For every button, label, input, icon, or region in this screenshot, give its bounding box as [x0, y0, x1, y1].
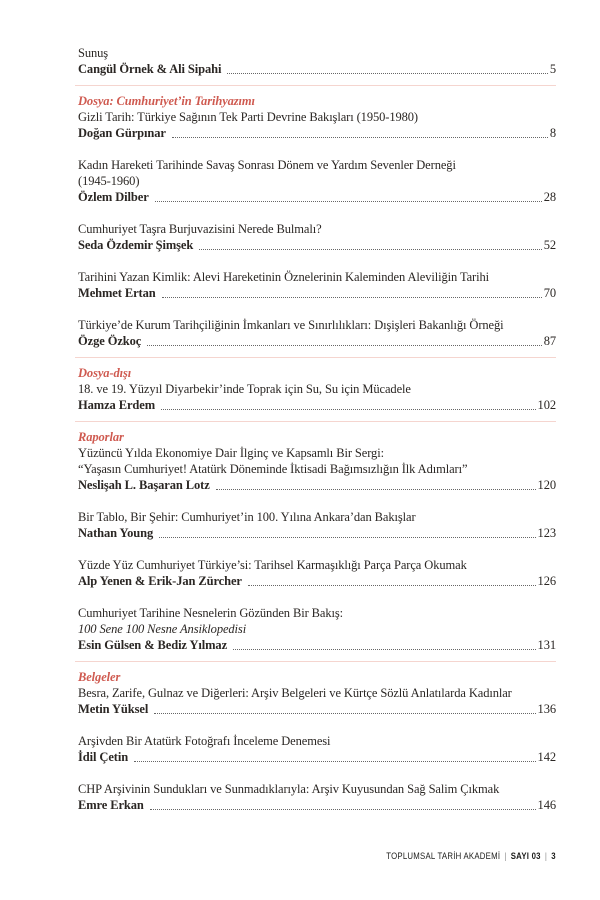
toc-entry	[78, 221, 556, 253]
entry-title-line: Türkiye’de Kurum Tarihçiliğinin İmkanları ve Sınırlılıkları: Dışişleri Bakanlığı Örneği	[78, 318, 504, 332]
entry-title	[78, 445, 556, 477]
dot-leader	[233, 637, 536, 650]
entry-title	[78, 509, 556, 525]
entry-authors: Hamza Erdem	[78, 398, 156, 412]
entry-author-row	[78, 125, 556, 141]
entry-page-number: 126	[537, 574, 556, 588]
entry-author-row	[78, 189, 556, 205]
section-heading: Belgeler	[78, 670, 121, 684]
section-divider-row	[78, 77, 556, 93]
entry-authors: Cangül Örnek & Ali Sipahi	[78, 62, 222, 76]
entry-title	[78, 557, 556, 573]
dot-leader	[162, 285, 542, 298]
entry-page-number: 52	[543, 238, 556, 252]
entry-title	[78, 317, 556, 333]
entry-author-row	[78, 525, 556, 541]
entry-page-number: 5	[549, 62, 556, 76]
entry-title-line: Yüzde Yüz Cumhuriyet Türkiye’si: Tarihsel Karmaşıklığı Parça Parça Okumak	[78, 558, 467, 572]
toc-entry	[78, 269, 556, 301]
entry-title-line: Yüzüncü Yılda Ekonomiye Dair İlginç ve Kapsamlı Bir Sergi:	[78, 446, 384, 460]
dot-leader	[159, 525, 535, 538]
entry-title-line: Cumhuriyet Tarihine Nesnelerin Gözünden Bir Bakış:	[78, 606, 344, 620]
dot-leader	[227, 61, 547, 74]
entry-authors: Neslişah L. Başaran Lotz	[78, 478, 210, 492]
toc-entry	[78, 685, 556, 717]
entry-title	[78, 221, 556, 237]
dot-leader	[199, 237, 541, 250]
entry-authors: Emre Erkan	[78, 798, 144, 812]
toc-entry	[78, 445, 556, 493]
entry-title-line: Sunuş	[78, 46, 109, 60]
section-heading: Dosya-dışı	[78, 366, 132, 380]
entry-title-line: Besra, Zarife, Gulnaz ve Diğerleri: Arşiv Belgeleri ve Kürtçe Sözlü Anlatılarda Kadınlar	[78, 686, 512, 700]
section-divider-rule	[75, 85, 556, 86]
entry-page-number: 131	[537, 638, 556, 652]
entry-author-row	[78, 61, 556, 77]
entry-title-line: Cumhuriyet Taşra Burjuvazisini Nerede Bulmalı?	[78, 222, 322, 236]
entry-title	[78, 685, 556, 701]
entry-authors: Metin Yüksel	[78, 702, 149, 716]
entry-authors: Esin Gülsen & Bediz Yılmaz	[78, 638, 228, 652]
entry-authors: Alp Yenen & Erik-Jan Zürcher	[78, 574, 242, 588]
entry-title-line: Gizli Tarih: Türkiye Sağının Tek Parti Devrine Bakışları (1950-1980)	[78, 110, 418, 124]
entry-title-line: 100 Sene 100 Nesne Ansiklopedisi	[78, 622, 247, 636]
section-divider-rule	[75, 357, 556, 358]
toc-entry	[78, 509, 556, 541]
entry-title	[78, 605, 556, 637]
entry-author-row	[78, 573, 556, 589]
entry-authors: İdil Çetin	[78, 750, 129, 764]
dot-leader	[154, 701, 535, 714]
entry-authors: Nathan Young	[78, 526, 154, 540]
toc-entry	[78, 381, 556, 413]
dot-leader	[161, 397, 536, 410]
entry-author-row	[78, 477, 556, 493]
entry-author-row	[78, 285, 556, 301]
entry-title	[78, 381, 556, 397]
entry-page-number: 28	[543, 190, 556, 204]
entry-title	[78, 781, 556, 797]
entry-page-number: 8	[549, 126, 556, 140]
issue-label: SAYI 03	[510, 851, 541, 862]
entry-title-line: Tarihini Yazan Kimlik: Alevi Hareketinin Öznelerinin Kaleminden Aleviliğin Tarihi	[78, 270, 490, 284]
dot-leader	[216, 477, 536, 490]
entry-title-line: “Yaşasın Cumhuriyet! Atatürk Döneminde İktisadi Bağımsızlığın İlk Adımları”	[78, 462, 468, 476]
dot-leader	[172, 125, 548, 138]
journal-name: TOPLUMSAL TARİH AKADEMİ	[386, 851, 501, 862]
entry-title	[78, 733, 556, 749]
entry-authors: Seda Özdemir Şimşek	[78, 238, 194, 252]
folio-page-number: 3	[551, 851, 556, 862]
entry-title	[78, 157, 556, 189]
dot-leader	[248, 573, 536, 586]
entry-page-number: 70	[543, 286, 556, 300]
entry-title	[78, 269, 556, 285]
entry-authors: Doğan Gürpınar	[78, 126, 166, 140]
footer-separator: |	[504, 851, 507, 862]
entry-authors: Özge Özkoç	[78, 334, 142, 348]
dot-leader	[147, 333, 541, 346]
entry-title-line: Kadın Hareketi Tarihinde Savaş Sonrası Dönem ve Yardım Sevenler Derneği	[78, 158, 456, 172]
entry-title	[78, 109, 556, 125]
page-footer	[386, 851, 556, 862]
entry-title-line: (1945-1960)	[78, 174, 140, 188]
entry-page-number: 136	[537, 702, 556, 716]
entry-author-row	[78, 797, 556, 813]
toc-entry	[78, 733, 556, 765]
entry-title-line: Arşivden Bir Atatürk Fotoğrafı İnceleme Denemesi	[78, 734, 331, 748]
entry-author-row	[78, 237, 556, 253]
entry-author-row	[78, 333, 556, 349]
entry-page-number: 142	[537, 750, 556, 764]
toc-entry	[78, 557, 556, 589]
section-divider-row	[78, 349, 556, 365]
entry-title-line: Bir Tablo, Bir Şehir: Cumhuriyet’in 100. Yılına Ankara’dan Bakışlar	[78, 510, 416, 524]
section-heading: Dosya: Cumhuriyet’in Tarihyazımı	[78, 94, 255, 108]
toc-entry	[78, 157, 556, 205]
entry-page-number: 87	[543, 334, 556, 348]
entry-author-row	[78, 397, 556, 413]
entry-page-number: 120	[537, 478, 556, 492]
section-divider-rule	[75, 421, 556, 422]
entry-title	[78, 45, 556, 61]
section-divider-rule	[75, 661, 556, 662]
entry-authors: Mehmet Ertan	[78, 286, 156, 300]
entry-title-line: CHP Arşivinin Sundukları ve Sunmadıklarıyla: Arşiv Kuyusundan Sağ Salim Çıkmak	[78, 782, 500, 796]
dot-leader	[134, 749, 535, 762]
dot-leader	[155, 189, 542, 202]
toc-entry	[78, 109, 556, 141]
entry-author-row	[78, 749, 556, 765]
toc-entry	[78, 605, 556, 653]
entry-authors: Özlem Dilber	[78, 190, 149, 204]
footer-separator: |	[545, 851, 548, 862]
toc-entry	[78, 45, 556, 77]
table-of-contents	[78, 45, 556, 813]
entry-page-number: 123	[537, 526, 556, 540]
dot-leader	[150, 797, 536, 810]
entry-title-line: 18. ve 19. Yüzyıl Diyarbekir’inde Toprak için Su, Su için Mücadele	[78, 382, 411, 396]
section-divider-row	[78, 653, 556, 669]
entry-page-number: 102	[537, 398, 556, 412]
entry-author-row	[78, 701, 556, 717]
entry-page-number: 146	[537, 798, 556, 812]
section-divider-row	[78, 413, 556, 429]
section-heading: Raporlar	[78, 430, 124, 444]
toc-entry	[78, 317, 556, 349]
entry-author-row	[78, 637, 556, 653]
toc-entry	[78, 781, 556, 813]
